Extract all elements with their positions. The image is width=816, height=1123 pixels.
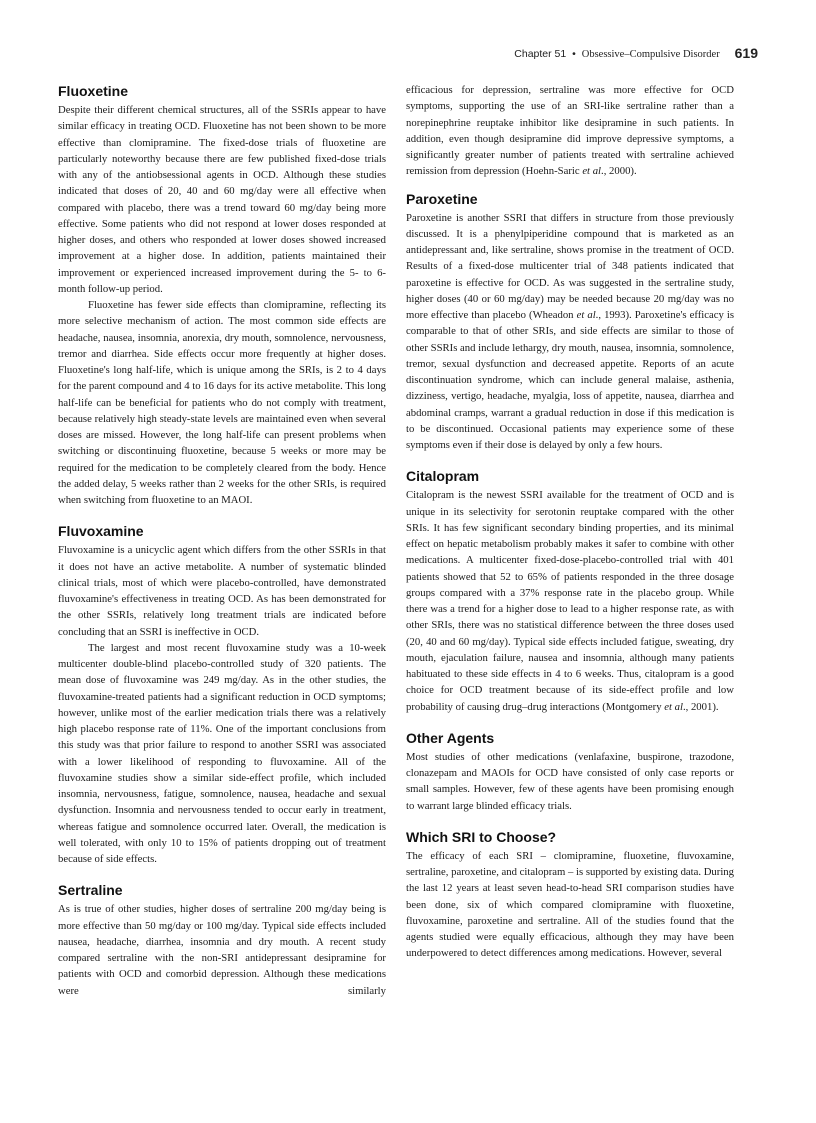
sertraline-paragraph-1	[58, 901, 386, 999]
other-agents-paragraph-1: Most studies of other medications (venlafaxine, buspirone, trazodone, clonazepam and MAOIs for OCD have consisted of only case reports or small samples. However, few of these agents have been promising enough to warrant large blinded efficacy trials.	[406, 750, 734, 812]
sertraline-paragraph-1-continued: efficacious for depression, sertraline was more effective for OCD symptoms, supporting the use of an SRI-like sertraline rather than a norepinephrine reuptake inhibitor like desipramine in such patients. In addition, even though desipramine did improve depressive symptoms, a significantly greater number of patients treated with sertraline achieved remission from depression (Hoehn-Saric et al., 2000).	[406, 84, 734, 178]
heading-fluvoxamine: Fluvoxamine	[58, 523, 144, 540]
citalopram-text: Citalopram is the newest SSRI available for the treatment of OCD and is unique in its selectivity for serotonin reuptake compared with the other SRIs. It has few significant secondary binding properties, and its minimal effect on hepatic metabolism probably makes it safer to combine with other medications. A multicenter fixed-dose-placebo-controlled trial with 401 patients showed that 52 to 65% of patients responded in the three dosage groups compared with a 37% response rate in the placebo group. While there was a trend for a higher dose to lead to a higher response rate, as with other SRIs, there was no statistical difference between the three doses used (20, 40 and 60 mg/day). Typical side effects included fatigue, sweating, dry mouth, ejaculation failure, nausea and insomnia, although many patients habituated to these side effects in 4 to 6 weeks. Thus, citalopram is a good choice for OCD treatment because of its side-effect profile and low probability of causing drug–drug interactions (Montgomery	[406, 489, 734, 713]
heading-citalopram: Citalopram	[406, 468, 480, 485]
fluvoxamine-paragraph-1: Fluvoxamine is a unicyclic agent which differs from the other SSRIs in that it does not have an active metabolite. A number of systematic blinded clinical trials, most of which were placebo-controlled, have demonstrated fluvoxamine's effectiveness in treating OCD. As has been demonstrated for the other SSRIs, relatively long treatment trials are indicated before concluding that an SSRI is ineffective in OCD.	[58, 544, 386, 638]
which-sri-paragraph-1: The efficacy of each SRI – clomipramine, fluoxetine, fluvoxamine, sertraline, paroxetine, and citalopram – is supported by existing data. During the last 12 years at least seven head-to-head SRI comparison studies have been done, six of which compared clomipramine with fluoxetine, fluvoxamine, paroxetine and sertraline. All of the studies found that the agents studied were equally efficacious, although they may have been underpowered to detect differences among medications. However, several	[406, 849, 734, 960]
chapter-title: Obsessive–Compulsive Disorder	[581, 49, 720, 60]
heading-other-agents: Other Agents	[406, 729, 495, 746]
paroxetine-text: Paroxetine is another SSRI that differs in structure from those previously discussed. It is a phenylpiperidine compound that is marketed as an antidepressant and, like sertraline, shows promise in the treatment of OCD. Results of a fixed-dose multicenter trial of 348 patients indicated that paroxetine is effective for OCD. As was suggested in the sertraline study, higher doses (40 or 60 mg/day) may be needed because 20 mg/day was no more effective than placebo (Wheadon	[406, 211, 734, 321]
heading-which-sri: Which SRI to Choose?	[406, 828, 557, 845]
citation-et-al: et al	[664, 700, 683, 713]
header-separator: •	[572, 48, 576, 60]
running-header	[514, 44, 758, 60]
left-column	[58, 82, 386, 999]
citation-year: ., 2001).	[682, 700, 719, 713]
heading-paroxetine: Paroxetine	[406, 190, 478, 207]
citalopram-paragraph-1	[406, 487, 734, 715]
right-column	[406, 82, 734, 962]
page-number: 619	[734, 45, 758, 61]
paroxetine-text-end: ., 1993). Paroxetine's efficacy is comparable to that of other SRIs, and side effects are similar to those of other SSRIs and include lethargy, dry mouth, nausea, insomnia, somnolence, tremor, sexual dysfunction and decreased appetite. Reports of an acute discontinuation syndrome, which can include general malaise, asthenia, dizziness, vertigo, headache, myalgia, loss of appetite, nausea, diarrhea and abdominal cramps, warrant a gradual reduction in dose if this medication is to be discontinued. Occasional patients may experience some of these symptoms even if their dose is delayed by only a few hours.	[406, 309, 734, 451]
fluoxetine-paragraph-2: Fluoxetine has fewer side effects than clomipramine, reflecting its more selective mechanism of action. The most common side effects are headache, nausea, insomnia, anorexia, dry mouth, somnolence, nervousness, tremor and diarrhea. Side effects occur more frequently at higher doses. Fluoxetine's long half-life, which is unique among the SRIs, is 2 to 4 days for the parent compound and 4 to 16 days for its active metabolite. This long half-life can be beneficial for patients who do not comply with treatment, because relatively high steady-state levels are maintained even when several doses are missed. However, the long half-life can present problems when switching or discontinuing fluoxetine, because 5 weeks or more may be required for the medication to be completely cleared from the body. Hence the added delay, 5 weeks rather than 2 weeks for the other SRIs, is required when switching from fluoxetine to an MAOI.	[58, 299, 386, 506]
chapter-label: Chapter 51	[514, 48, 567, 60]
fluoxetine-paragraph-1: Despite their different chemical structures, all of the SSRIs appear to have similar efficacy in treating OCD. Fluoxetine has not been shown to be more effective than clomipramine. The fixed-dose trials of fluoxetine are particularly noteworthy because there are few published fixed-dose trials with any of the antiobsessional agents in OCD. Although these studies indicated that doses of 20, 40 and 60 mg/day were all effective when compared with placebo, there was a trend toward 60 mg/day being more effective. Some patients who did not respond at lower doses responded at higher doses, and others who responded at lower doses showed increased improvement at a higher dose. In addition, patients maintained their improvement or experienced increased improvement during the 5- to 6-month follow-up period.	[58, 104, 386, 295]
heading-fluoxetine: Fluoxetine	[58, 83, 129, 99]
fluvoxamine-paragraph-2: The largest and most recent fluvoxamine study was a 10-week multicenter double-blind placebo-controlled study of 320 patients. The mean dose of fluvoxamine was 249 mg/day. As in the other studies, the fluvoxamine-treated patients had a significant reduction in OCD symptoms; however, unlike most of the earlier medication trials there was a relatively high placebo response rate of 11%. One of the important conclusions from this study was that prior failure to respond to another SSRI was associated with a lower likelihood of responding to fluvoxamine. All of the fluvoxamine studies show a similar side-effect profile, which included insomnia, nervousness, fatigue, somnolence, nausea, headache and sexual dysfunction. Insomnia and nervousness tended to occur early in treatment, whereas fatigue and somnolence occurred later. Overall, the medication is well tolerated, with only 10 to 15% of patients dropping out of treatment because of side effects.	[58, 641, 386, 865]
paroxetine-paragraph-1	[406, 210, 734, 454]
heading-sertraline: Sertraline	[58, 882, 123, 899]
sertraline-text: As is true of other studies, higher doses of sertraline 200 mg/day being is more effective than 50 mg/day or 100 mg/day. Typical side effects included nausea, headache, diarrhea, insomnia and dry mouth. A recent study compared sertraline with the non-SRI antidepressant desipramine for patients with OCD and comorbid depression. Although these medications were similarly	[58, 903, 386, 997]
citation-et-al: et al	[576, 309, 596, 321]
